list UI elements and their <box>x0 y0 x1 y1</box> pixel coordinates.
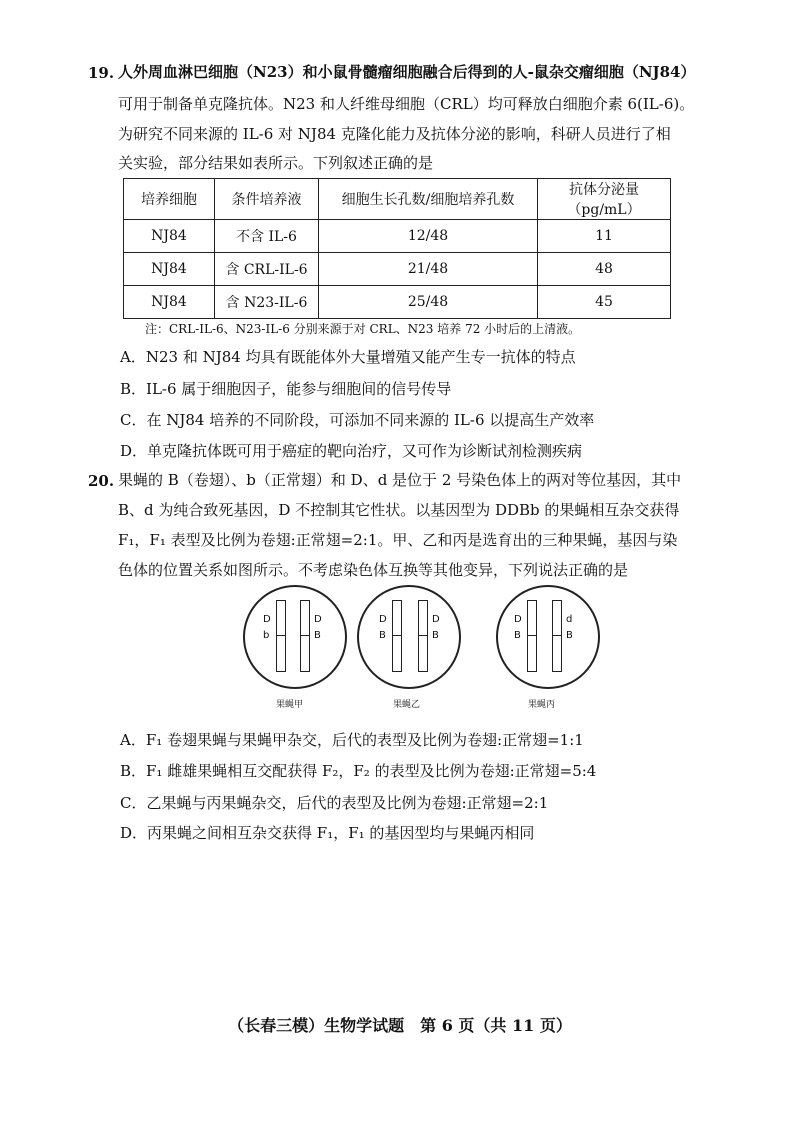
table-header: 细胞生长孔数/细胞培养孔数 <box>319 179 538 220</box>
gene-label: B <box>514 630 521 641</box>
gene-label: B <box>379 630 386 641</box>
table-cell: NJ84 <box>124 286 215 319</box>
chromosome <box>418 600 428 672</box>
table-cell: 含 CRL-IL-6 <box>215 253 319 286</box>
q19-line-4: 关实验，部分结果如表所示。下列叙述正确的是 <box>118 154 434 172</box>
table-header: 条件培养液 <box>215 179 319 220</box>
table-cell: 25/48 <box>319 286 538 319</box>
q20-option-a: A．F₁ 卷翅果蝇与果蝇甲杂交，后代的表型及比例为卷翅:正常翅=1:1 <box>120 731 584 749</box>
q19-option-c: C．在 NJ84 培养的不同阶段，可添加不同来源的 IL-6 以提高生产效率 <box>120 411 595 429</box>
gene-label: B <box>432 630 439 641</box>
page-footer: （长春三模）生物学试题 第 6 页（共 11 页） <box>228 1016 572 1035</box>
q19-line-2: 可用于制备单克隆抗体。N23 和人纤维母细胞（CRL）均可释放白细胞介素 6(IL-6)。 <box>118 95 695 113</box>
q20-line-2: B、d 为纯合致死基因，D 不控制其它性状。以基因型为 DDBb 的果蝇相互杂交获得 <box>118 501 680 519</box>
table-cell: 45 <box>538 286 671 319</box>
chromosome <box>527 600 537 672</box>
question-19-number: 19. <box>88 64 115 82</box>
table-cell: 48 <box>538 253 671 286</box>
gene-label: D <box>379 614 387 625</box>
q20-option-b: B．F₁ 雌雄果蝇相互交配获得 F₂，F₂ 的表型及比例为卷翅:正常翅=5:4 <box>120 762 597 780</box>
table-row <box>124 253 671 286</box>
q20-option-d: D．丙果蝇之间相互杂交获得 F₁，F₁ 的基因型均与果蝇丙相同 <box>120 824 535 842</box>
gene-label: D <box>514 614 522 625</box>
q20-line-1: 果蝇的 B（卷翅）、b（正常翅）和 D、d 是位于 2 号染色体上的两对等位基因，其中 <box>118 471 682 489</box>
table-cell: 12/48 <box>319 220 538 253</box>
table-header: 培养细胞 <box>124 179 215 220</box>
gene-label: B <box>314 630 321 641</box>
question-20-number: 20. <box>88 472 115 490</box>
caption-bing: 果蝇丙 <box>528 700 556 710</box>
caption-jia: 果蝇甲 <box>276 700 304 710</box>
q19-results-table <box>123 178 671 319</box>
gene-label: b <box>263 630 270 641</box>
gene-label: D <box>314 614 322 625</box>
cell-jia <box>243 585 347 689</box>
gene-label: D <box>263 614 271 625</box>
q19-option-a: A．N23 和 NJ84 均具有既能体外大量增殖又能产生专一抗体的特点 <box>120 348 576 366</box>
table-cell: NJ84 <box>124 220 215 253</box>
chromosome <box>552 600 562 672</box>
q19-line-3: 为研究不同来源的 IL-6 对 NJ84 克隆化能力及抗体分泌的影响，科研人员进行了相 <box>118 125 671 143</box>
table-row <box>124 286 671 319</box>
table-header-row <box>124 179 671 220</box>
table-header: 抗体分泌量（pg/mL） <box>538 179 671 220</box>
table-cell: 21/48 <box>319 253 538 286</box>
cell-yi <box>357 585 461 689</box>
q19-option-b: B．IL-6 属于细胞因子，能参与细胞间的信号传导 <box>120 380 452 398</box>
q19-line-1: 人外周血淋巴细胞（N23）和小鼠骨髓瘤细胞融合后得到的人-鼠杂交瘤细胞（NJ84） <box>118 63 696 81</box>
q19-option-d: D．单克隆抗体既可用于癌症的靶向治疗，又可作为诊断试剂检测疾病 <box>120 442 583 460</box>
q19-table-note: 注：CRL-IL-6、N23-IL-6 分别来源于对 CRL、N23 培养 72 小时后的上清液。 <box>145 322 581 336</box>
q20-option-c: C．乙果蝇与丙果蝇杂交，后代的表型及比例为卷翅:正常翅=2:1 <box>120 794 549 812</box>
cell-bing <box>496 585 600 689</box>
table-cell: 11 <box>538 220 671 253</box>
table-row <box>124 220 671 253</box>
gene-label: d <box>566 614 573 625</box>
table-cell: 不含 IL-6 <box>215 220 319 253</box>
q20-line-4: 色体的位置关系如图所示。不考虑染色体互换等其他变异，下列说法正确的是 <box>118 561 629 579</box>
q20-line-3: F₁，F₁ 表型及比例为卷翅:正常翅=2:1。甲、乙和丙是选育出的三种果蝇，基因与染 <box>118 531 678 549</box>
table-cell: NJ84 <box>124 253 215 286</box>
chromosome <box>276 600 286 672</box>
gene-label: B <box>566 630 573 641</box>
chromosome <box>300 600 310 672</box>
caption-yi: 果蝇乙 <box>393 700 421 710</box>
table-cell: 含 N23-IL-6 <box>215 286 319 319</box>
chromosome <box>392 600 402 672</box>
gene-label: D <box>432 614 440 625</box>
